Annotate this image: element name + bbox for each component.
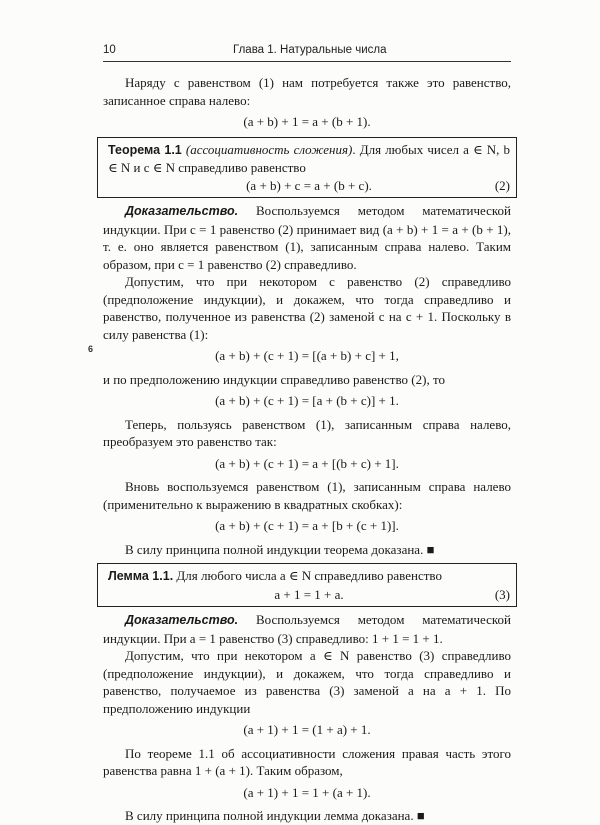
equation-5: (a + b) + (c + 1) = a + [b + (c + 1)]. xyxy=(215,518,399,533)
paragraph-theorem-proved: В силу принципа полной индукции теорема доказана. ■ xyxy=(125,541,435,557)
paragraph-induction: Допустим, что при некотором c равенство (2) справедливо (предположение индукции), и докажем, что тогда справедливо и равенство, полученное из равенства (2) заменой c на c + 1. Поскольку в силу равенства (1): xyxy=(103,274,511,342)
proof-2-paragraph xyxy=(103,611,511,647)
equation-2: (a + b) + (c + 1) = [(a + b) + c] + 1, xyxy=(215,348,399,363)
equation-6: (a + 1) + 1 = (1 + a) + 1. xyxy=(243,722,371,737)
paragraph-assumption: и по предположению индукции справедливо равенство (2), то xyxy=(103,371,445,387)
proof-1-text: Воспользуемся методом математической индукции. При c = 1 равенство (2) принимает вид (a + b) + 1 = a + (b + 1), т. е. оно является равенством (1), записанным справа налево. Таким образом, при c = 1 равенство (2) справедливо. xyxy=(103,203,511,272)
margin-mark: 6 xyxy=(88,344,94,354)
equation-3: (a + b) + (c + 1) = [a + (b + c)] + 1. xyxy=(215,393,399,408)
page-body xyxy=(103,74,511,825)
paragraph-again: Вновь воспользуемся равенством (1), записанным справа налево (применительно к выражению в квадратных скобках): xyxy=(103,479,511,512)
lemma-box xyxy=(97,563,517,607)
chapter-title: Глава 1. Натуральные числа xyxy=(233,44,387,56)
paragraph-by-theorem: По теореме 1.1 об ассоциативности сложения правая часть этого равенства равна 1 + (a + 1). Таким образом, xyxy=(103,745,511,778)
theorem-equation: (a + b) + c = a + (b + c). xyxy=(246,177,372,193)
page-number: 10 xyxy=(103,44,116,56)
theorem-subtitle: (ассоциативность сложения) xyxy=(185,141,353,157)
equation-4: (a + b) + (c + 1) = a + [(b + c) + 1]. xyxy=(215,455,399,471)
paragraph-intro: Наряду с равенством (1) нам потребуется также это равенство, записанное справа налево: xyxy=(103,75,511,108)
proof-1-paragraph xyxy=(103,202,511,273)
proof-2-text: Воспользуемся методом математической индукции. При a = 1 равенство (3) справедливо: 1 + 1 = 1 + 1. xyxy=(103,612,511,646)
lemma-title: Лемма 1.1. xyxy=(108,569,174,583)
theorem-title: Теорема 1.1 xyxy=(108,142,182,157)
paragraph-lemma-proved: В силу принципа полной индукции лемма доказана. ■ xyxy=(125,808,425,823)
paragraph-lemma-induction: Допустим, что при некотором a ∈ N равенство (3) справедливо (предположение индукции), и докажем, что тогда справедливо и равенство, получаемое из равенства (3) заменой a на a + 1. По предположению индукции xyxy=(103,648,511,716)
header-rule xyxy=(103,61,511,62)
proof-1-label: Доказательство. xyxy=(125,204,239,218)
equation-7: (a + 1) + 1 = 1 + (a + 1). xyxy=(243,784,371,800)
theorem-text: . Для любых чисел a ∈ N, b ∈ N и c ∈ N справедливо равенство xyxy=(108,141,510,175)
theorem-box xyxy=(97,137,517,199)
lemma-equation: a + 1 = 1 + a. xyxy=(274,586,344,602)
proof-2-label: Доказательство. xyxy=(125,613,239,627)
lemma-equation-number: (3) xyxy=(494,586,510,602)
paragraph-transform: Теперь, пользуясь равенством (1), записанным справа налево, преобразуем это равенство так: xyxy=(103,416,511,449)
lemma-text: Для любого числа a ∈ N справедливо равенство xyxy=(173,568,442,583)
theorem-equation-number: (2) xyxy=(494,177,510,193)
equation-1: (a + b) + 1 = a + (b + 1). xyxy=(243,114,371,129)
